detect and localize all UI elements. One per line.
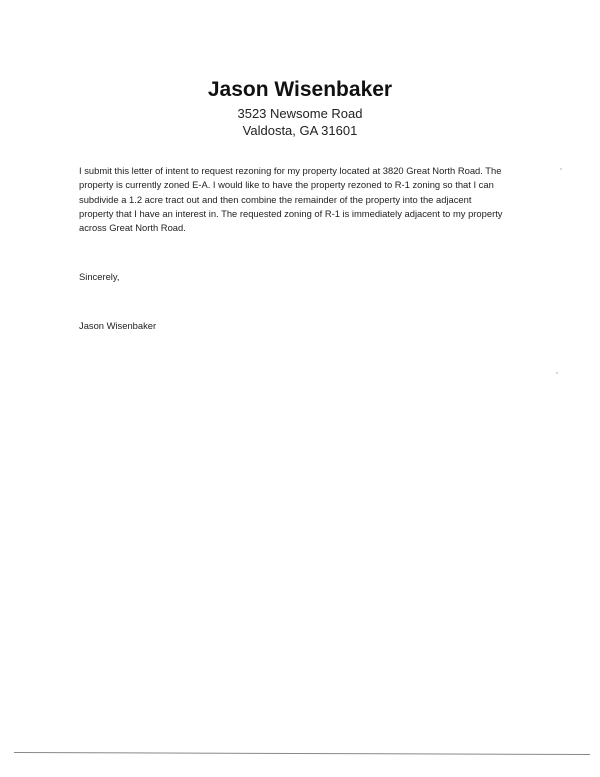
closing: Sincerely, [79,271,120,282]
footer-divider [14,752,590,755]
signature: Jason Wisenbaker [79,320,157,331]
sender-address-street: 3523 Newsome Road [237,106,363,121]
scan-speck [556,372,558,374]
body-line: I submit this letter of intent to request rezoning for my property located at 3820 Great North Road. The [79,165,502,176]
sender-address-city: Valdosta, GA 31601 [242,123,358,138]
body-line: property is currently zoned E-A. I would like to have the property rezoned to R-1 zoning so that I can [79,179,494,191]
body-line: subdivide a 1.2 acre tract out and then combine the remainder of the property into the adjacent [79,193,472,205]
letter-body [79,164,579,235]
sender-name: Jason Wisenbaker [207,78,393,101]
body-line: across Great North Road. [79,222,186,234]
body-line: property that I have an interest in. The requested zoning of R-1 is immediately adjacent to my property [79,207,503,219]
scan-speck [560,168,562,170]
